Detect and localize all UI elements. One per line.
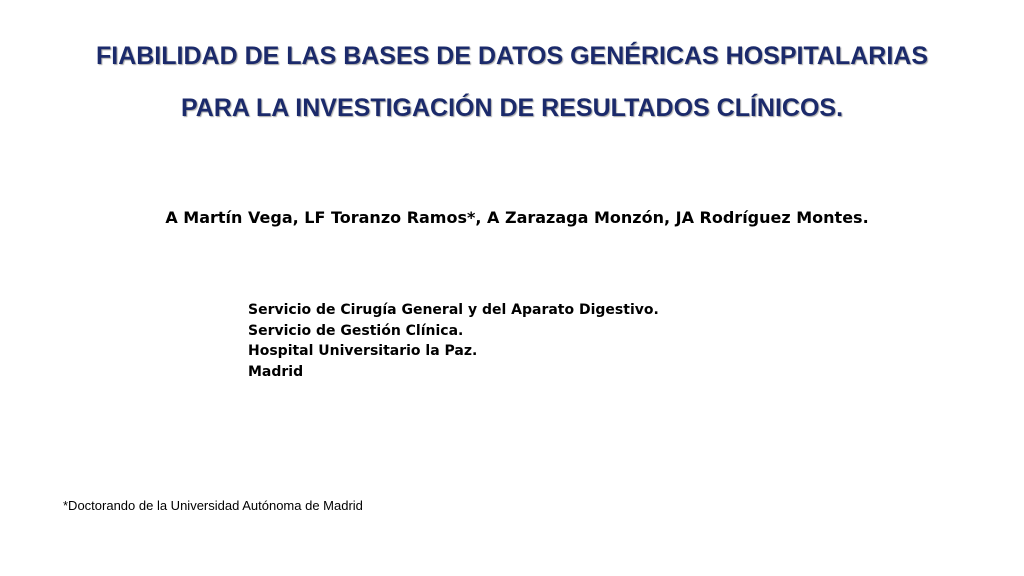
affiliation-line: Servicio de Cirugía General y del Aparato Digestivo. bbox=[248, 302, 659, 318]
author-list: A Martín Vega, LF Toranzo Ramos*, A Zarazaga Monzón, JA Rodríguez Montes. bbox=[165, 208, 869, 227]
footnote: *Doctorando de la Universidad Autónoma de Madrid bbox=[63, 498, 363, 513]
affiliation-line: Hospital Universitario la Paz. bbox=[248, 343, 478, 359]
affiliation-line: Madrid bbox=[248, 363, 304, 380]
slide-title bbox=[0, 30, 1024, 134]
title-line-2: PARA LA INVESTIGACIÓN DE RESULTADOS CLÍNICOS. bbox=[180, 94, 844, 122]
affiliation-line: Servicio de Gestión Clínica. bbox=[248, 322, 464, 339]
affiliations bbox=[248, 300, 659, 382]
title-line-1: FIABILIDAD DE LAS BASES DE DATOS GENÉRICAS HOSPITALARIAS bbox=[95, 42, 928, 70]
